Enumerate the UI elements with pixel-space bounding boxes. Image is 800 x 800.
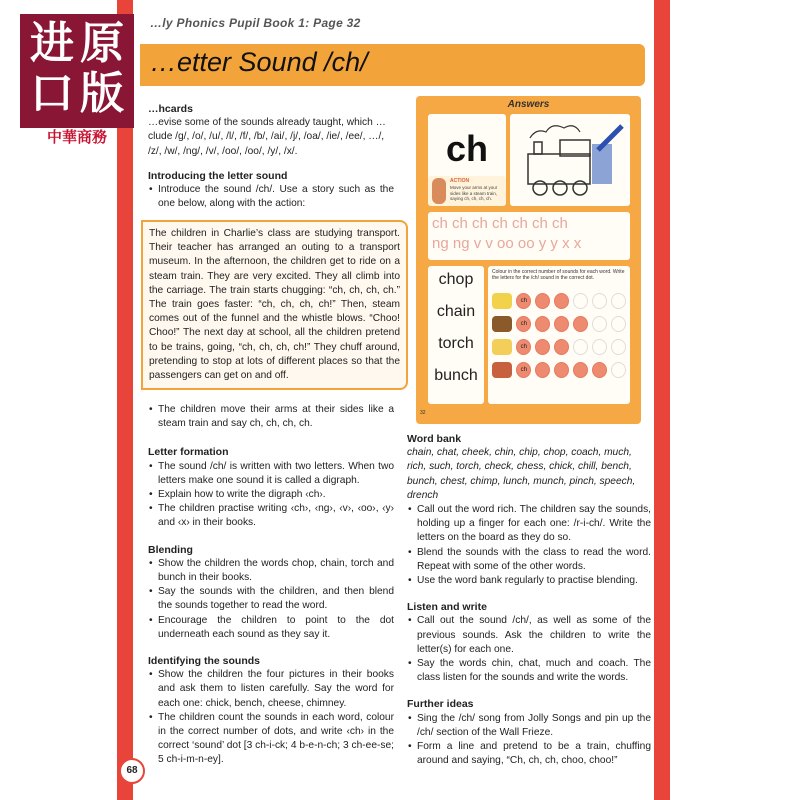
flashcards-text: …evise some of the sounds already taught, which …clude /g/, /o/, /u/, /l/, /f/, /b/, /ai/, /j/, /oa/, /ie/, /ee/, …/, /z/, /w/, /ng/, /v/, /oo/, /oo/, /y/, /x/. (148, 117, 386, 157)
wordbank-item: • Use the word bank regularly to practise blending. (417, 574, 651, 588)
wordbank-item: • Blend the sounds with the class to read the word. Repeat with some of the other words. (417, 546, 651, 574)
blending-item: • Say the sounds with the children, and then blend the sounds together to read the word. (158, 585, 394, 613)
filled-dot (573, 316, 588, 332)
empty-dot (592, 339, 607, 355)
formation-item: • The sound /ch/ is written with two letters. When two letters make one sound it is called a digraph. (158, 460, 394, 488)
wordbank-item: • Call out the word rich. The children say the sounds, holding up a finger for each one: /r-i-ch/. Write the letters on the board as they do so. (417, 503, 651, 546)
logo-char: 口 (30, 68, 74, 119)
filled-dot (554, 293, 569, 309)
identifying-item: • Show the children the four pictures in their books and ask them to listen carefully. Say the word for each one: chick, bench, cheese, chimney. (158, 668, 394, 711)
left-column-top (148, 102, 394, 211)
formation-heading: Letter formation (148, 446, 229, 459)
bench-icon (492, 316, 512, 332)
empty-dot (611, 293, 626, 309)
filled-dot (592, 362, 607, 378)
story-box: The children in Charlie’s class are studying transport. Their teacher has arranged an outing to a transport museum. In the afternoon, the children get to ride on a steam train. They are very excited. They all climb into the carriage. The train starts chugging: “ch, ch, ch, ch.” The train goes faster: “ch, ch, ch, ch!” Then, steam comes out of the funnel and the whistle blows. “Choo! Choo!” The next day at school, all the children pretend to be trains, going, “ch, ch, ch, ch!” They chuff around, pretending to stop at lots of different places so that the passengers can get on and off. (141, 220, 408, 390)
listen-item: • Call out the sound /ch/, as well as some of the previous sounds. Ask the children to write the letter(s) for each one. (417, 614, 651, 657)
dot-row (492, 362, 626, 378)
word-chop: chop (438, 271, 474, 288)
left-column-bottom (148, 403, 394, 768)
listen-item: • Say the words chin, chat, much and coach. The class listen for the sounds and write the words. (417, 657, 651, 685)
chick-icon (492, 293, 512, 309)
dot-row (492, 316, 626, 332)
wordbank-words: chain, chat, cheek, chin, chip, chop, coach, much, rich, such, torch, check, chess, chick, chill, bench, bunch, chest, chimp, lunch, munch, pinch, speech, drench (407, 447, 636, 501)
action-text: Move your arms at your sides like a steam train, saying ch, ch, ch, ch. (450, 185, 498, 201)
trace-row-ch: ch ch ch ch ch ch ch (432, 215, 568, 232)
chimney-icon (492, 362, 512, 378)
answers-heading: Answers (507, 99, 550, 110)
word-torch: torch (438, 335, 474, 352)
logo-char: 版 (80, 68, 124, 119)
empty-dot (573, 293, 588, 309)
tracing-panel (428, 212, 630, 260)
further-item: • Sing the /ch/ song from Jolly Songs and pin up the /ch/ section of the Wall Frieze. (417, 712, 651, 740)
page-number: 68 (119, 758, 145, 784)
filled-dot (535, 293, 550, 309)
words-panel (428, 266, 484, 404)
right-margin-bar (654, 0, 670, 800)
identifying-item: • The children count the sounds in each word, colour in the correct number of dots, and write ‹ch› in the correct ‘sound’ dot [3 ch-i-ck; 4 b-e-n-ch; 3 ch-ee-se; 5 ch-i-m-n-ey]. (158, 711, 394, 768)
publisher-logo (20, 14, 134, 128)
filled-dot: ch (516, 293, 531, 309)
filled-dot (573, 362, 588, 378)
page-title: …etter Sound /ch/ (150, 47, 368, 77)
train-icon (510, 114, 630, 206)
filled-dot (535, 362, 550, 378)
filled-dot: ch (516, 339, 531, 355)
train-picture (510, 114, 630, 206)
empty-dot (611, 362, 626, 378)
word-bunch: bunch (434, 367, 478, 384)
logo-char: 进 (30, 18, 74, 69)
blending-item: • Encourage the children to point to the dot underneath each sound as they say it. (158, 614, 394, 642)
dot-row (492, 339, 626, 355)
trace-row-mixed: ng ng v v oo oo y y x x (432, 235, 582, 252)
blending-item: • Show the children the words chop, chain, torch and bunch in their books. (158, 557, 394, 585)
logo-subtitle: 中華商務 (46, 128, 107, 146)
ch-letters: ch (445, 128, 488, 169)
filled-dot: ch (516, 316, 531, 332)
empty-dot (592, 293, 607, 309)
filled-dot (535, 316, 550, 332)
intro-heading: Introducing the letter sound (148, 169, 288, 182)
intro-item: • Introduce the sound /ch/. Use a story such as the one below, along with the action: (158, 183, 394, 211)
word-chain: chain (436, 303, 476, 320)
wordbank-heading: Word bank (407, 433, 462, 445)
sounds-panel (488, 266, 630, 404)
further-item: • Form a line and pretend to be a train, chuffing around and saying, “Ch, ch, ch, choo, choo!” (417, 740, 651, 768)
action-item: • The children move their arms at their sides like a steam train and say ch, ch, ch, ch. (158, 403, 394, 431)
flashcards-heading: …hcards (148, 103, 193, 115)
action-label: ACTION (450, 178, 470, 184)
answers-panel (416, 96, 641, 424)
further-heading: Further ideas (407, 698, 474, 711)
sounds-instruction: Colour in the correct number of sounds for each word. Write the letters for the /ch/ sound in the correct dot. (492, 269, 625, 281)
formation-item: • The children practise writing ‹ch›, ‹ng›, ‹v›, ‹oo›, ‹y› and ‹x› in their books. (158, 502, 394, 530)
filled-dot (554, 362, 569, 378)
blending-heading: Blending (148, 543, 193, 556)
filled-dot (554, 316, 569, 332)
right-column (407, 432, 651, 768)
filled-dot (535, 339, 550, 355)
page-header: …ly Phonics Pupil Book 1: Page 32 (150, 16, 361, 30)
listen-heading: Listen and write (407, 601, 487, 614)
filled-dot (554, 339, 569, 355)
cheese-icon (492, 339, 512, 355)
dot-row (492, 293, 626, 309)
action-card (428, 176, 506, 206)
dot-rows (488, 284, 630, 387)
empty-dot (592, 316, 607, 332)
empty-dot (573, 339, 588, 355)
empty-dot (611, 339, 626, 355)
empty-dot (611, 316, 626, 332)
child-icon (432, 178, 446, 204)
filled-dot: ch (516, 362, 531, 378)
formation-item: • Explain how to write the digraph ‹ch›. (158, 488, 394, 502)
answers-page-number: 32 (420, 410, 426, 416)
logo-char: 原 (80, 18, 124, 69)
identifying-heading: Identifying the sounds (148, 655, 260, 668)
